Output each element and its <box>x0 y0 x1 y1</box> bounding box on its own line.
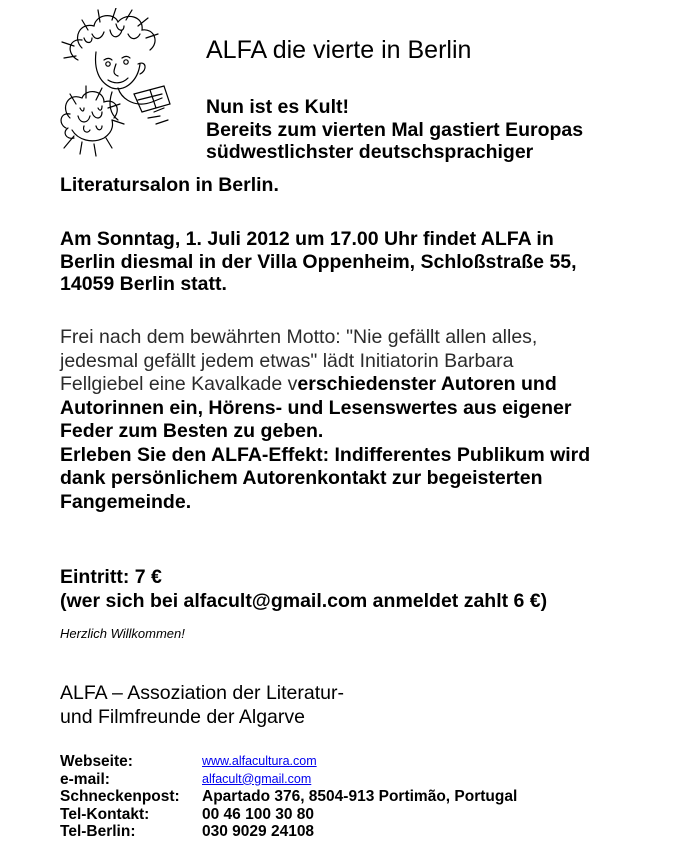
motto-line-start: Fellgiebel eine Kavalkade v <box>60 373 298 395</box>
intro-line: Bereits zum vierten Mal gastiert Europas <box>206 118 584 141</box>
effect-line: dank persönlichem Autorenkontakt zur begeisterten <box>60 467 543 489</box>
event-line: Am Sonntag, 1. Juli 2012 um 17.00 Uhr findet ALFA in <box>60 228 554 250</box>
website-link[interactable]: www.alfacultura.com <box>202 754 317 768</box>
effect-line: Fangemeinde. <box>60 490 192 513</box>
sketch-portrait-icon <box>52 8 180 158</box>
email-link[interactable]: alfacult@gmail.com <box>202 771 312 786</box>
intro-line: Literatursalon in Berlin. <box>60 174 279 196</box>
phone-berlin-number: 030 9029 24108 <box>202 823 315 840</box>
website-label: Webseite: <box>60 753 133 770</box>
organization-line: ALFA – Assoziation der Literatur- <box>60 682 344 704</box>
motto-line: jedesmal gefällt jedem etwas" lädt Initiatorin Barbara <box>60 349 514 372</box>
organization-name <box>60 681 344 729</box>
motto-paragraph <box>60 326 590 514</box>
organization-line: und Filmfreunde der Algarve <box>60 706 305 728</box>
admission-discount: (wer sich bei alfacult@gmail.com anmeldet zahlt 6 €) <box>60 590 548 612</box>
phone-berlin-label: Tel-Berlin: <box>60 823 136 840</box>
event-line: 14059 Berlin statt. <box>60 273 227 295</box>
event-paragraph <box>60 228 577 296</box>
motto-line <box>60 373 590 397</box>
phone-label: Tel-Kontakt: <box>60 805 150 823</box>
post-label: Schneckenpost: <box>60 788 180 805</box>
motto-line: Autorinnen ein, Hörens- und Lesenswertes aus eigener <box>60 396 572 419</box>
motto-line-end: erschiedenster Autoren und <box>297 373 557 395</box>
effect-line: Erleben Sie den ALFA-Effekt: Indifferentes Publikum wird <box>60 443 591 466</box>
motto-line: Frei nach dem bewährten Motto: "Nie gefällt allen alles, <box>60 326 538 348</box>
email-label: e-mail: <box>60 770 110 788</box>
page-title: ALFA die vierte in Berlin <box>206 36 472 64</box>
intro-line: südwestlichster deutschsprachiger <box>206 141 534 163</box>
admission-price: Eintritt: 7 € <box>60 566 162 588</box>
intro-line: Nun ist es Kult! <box>206 96 350 118</box>
admission-block <box>60 565 547 613</box>
phone-number: 00 46 100 30 80 <box>202 805 315 823</box>
welcome-text: Herzlich Willkommen! <box>60 626 185 641</box>
motto-line: Feder zum Besten zu geben. <box>60 420 324 442</box>
intro-paragraph <box>206 96 583 164</box>
post-address: Apartado 376, 8504-913 Portimão, Portugal <box>202 788 518 805</box>
event-line: Berlin diesmal in der Villa Oppenheim, Schloßstraße 55, <box>60 250 577 273</box>
